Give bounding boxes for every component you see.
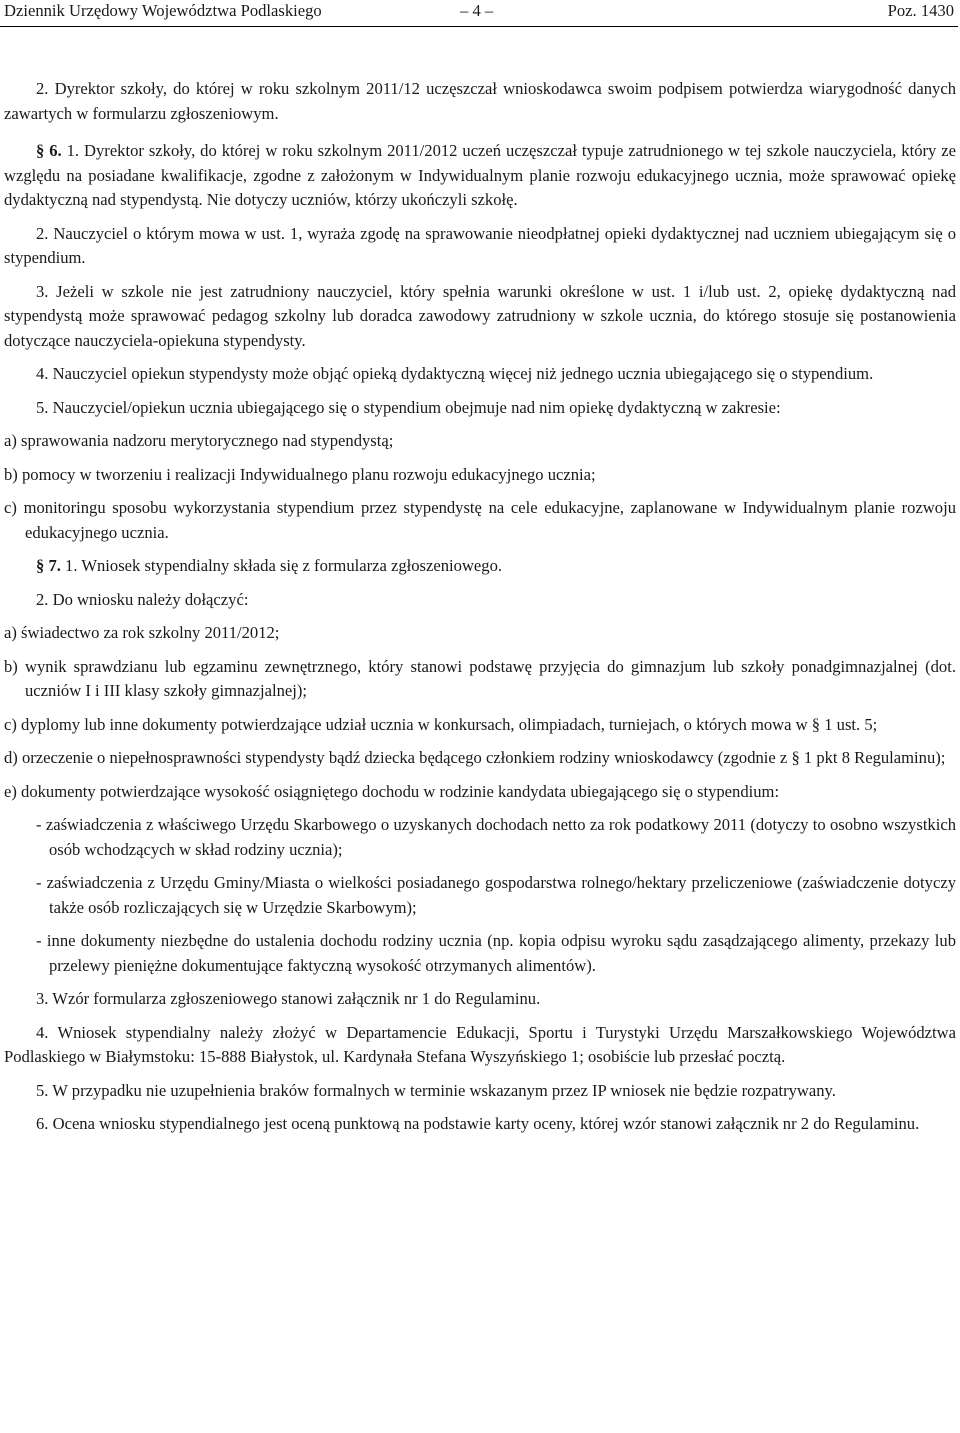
section-6-point-4: 4. Nauczyciel opiekun stypendysty może objąć opieką dydaktyczną więcej niż jednego ucznia ubiegającego się o stypendium. [36,364,874,383]
section-6-item-b: b) pomocy w tworzeniu i realizacji Indywidualnego planu rozwoju edukacyjnego ucznia; [4,464,596,484]
page-header [0,0,958,27]
section-7-item-c: c) dyplomy lub inne dokumenty potwierdzające udział ucznia w konkursach, olimpiadach, turniejach, o których mowa w § 1 ust. 5; [4,714,878,734]
section-7-point-6: 6. Ocena wniosku stypendialnego jest oceną punktową na podstawie karty oceny, której wzór stanowi załącznik nr 2 do Regulaminu. [36,1114,920,1133]
page-number: – 4 – [460,1,494,20]
section-7-point-2: 2. Do wniosku należy dołączyć: [36,589,249,609]
section-7-point-4: 4. Wniosek stypendialny należy złożyć w Departamencie Edukacji, Sportu i Turystyki Urzędu Marszałkowskiego Województwa Podlaskiego w Białymstoku: 15-888 Białystok, ul. Kardynała Stefana Wyszyńskiego 1; osobiście lub przesłać pocztą. [4,1022,956,1066]
section-6-point-1 [4,139,956,213]
section-6-text-1: 1. Dyrektor szkoły, do której w roku szkolnym 2011/2012 uczeń uczęszczał typuje zatrudnionego w tej szkole nauczyciela, który ze względu na posiadane kwalifikacje, zgodne z założonym w Indywidualnym planie rozwoju edukacyjnego ucznia, może sprawować opiekę dydaktyczną nad stypendystą. Nie dotyczy uczniów, którzy ukończyli szkołę. [4,141,956,209]
journal-title: Dziennik Urzędowy Województwa Podlaskiego [4,1,322,20]
section-7-label: § 7. [36,556,61,575]
section-7-text-1: 1. Wniosek stypendialny składa się z formularza zgłoszeniowego. [65,556,503,575]
section-7-item-e: e) dokumenty potwierdzające wysokość osiągniętego dochodu w rodzinie kandydata ubiegającego się o stypendium: [4,781,780,801]
document-body [4,77,956,1137]
item-number: Poz. 1430 [887,1,954,20]
section-7-subitem-1: - zaświadczenia z właściwego Urzędu Skarbowego o uzyskanych dochodach netto za rok podatkowy 2011 (dotyczy to osobno wszystkich osób wchodzących w skład rodziny ucznia); [36,815,956,859]
section-7-subitem-2: - zaświadczenia z Urzędu Gminy/Miasta o wielkości posiadanego gospodarstwa rolnego/hektary przeliczeniowe (zaświadczenie dotyczy także osób rozliczających się w Urzędzie Skarbowym); [36,873,956,917]
section-7-item-a: a) świadectwo za rok szkolny 2011/2012; [4,623,280,642]
section-6-point-5: 5. Nauczyciel/opiekun ucznia ubiegającego się o stypendium obejmuje nad nim opiekę dydaktyczną w zakresie: [36,397,781,417]
section-6-point-2: 2. Nauczyciel o którym mowa w ust. 1, wyraża zgodę na sprawowanie nieodpłatnej opieki dydaktycznej nad uczniem ubiegającym się o stypendium. [4,223,956,267]
section-6-label: § 6. [36,141,62,160]
section-7-subitem-3: - inne dokumenty niezbędne do ustalenia dochodu rodziny ucznia (np. kopia odpisu wyroku sądu zasądzającego alimenty, przekazy lub przelewy pieniężne dokumentujące faktyczną wysokość otrzymanych alimentów). [36,931,956,975]
section-7-point-1 [4,554,956,579]
paragraph-5-2: 2. Dyrektor szkoły, do której w roku szkolnym 2011/12 uczęszczał wnioskodawca swoim podpisem potwierdza wiarygodność danych zawartych w formularzu zgłoszeniowym. [4,79,956,123]
section-6-point-3: 3. Jeżeli w szkole nie jest zatrudniony nauczyciel, który spełnia warunki określone w ust. 1 i/lub ust. 2, opiekę dydaktyczną nad stypendystą może sprawować pedagog szkolny lub doradca zawodowy zatrudniony w szkole ucznia, do którego stosuje się postanowienia dotyczące nauczyciela-opiekuna stypendysty. [4,281,956,350]
section-6-item-a: a) sprawowania nadzoru merytorycznego nad stypendystą; [4,431,394,450]
section-7-point-3: 3. Wzór formularza zgłoszeniowego stanowi załącznik nr 1 do Regulaminu. [36,989,541,1008]
section-6-item-c: c) monitoringu sposobu wykorzystania stypendium przez stypendystę na cele edukacyjne, zaplanowane w Indywidualnym planie rozwoju edukacyjnego ucznia. [4,498,956,542]
section-7-point-5: 5. W przypadku nie uzupełnienia braków formalnych w terminie wskazanym przez IP wniosek nie będzie rozpatrywany. [36,1080,836,1100]
section-7-item-b: b) wynik sprawdzianu lub egzaminu zewnętrznego, który stanowi podstawę przyjęcia do gimnazjum lub szkoły ponadgimnazjalnej (dot. uczniów I i III klasy szkoły gimnazjalnej); [4,656,956,700]
section-7-item-d: d) orzeczenie o niepełnosprawności stypendysty bądź dziecka będącego członkiem rodziny wnioskodawcy (zgodnie z § 1 pkt 8 Regulaminu); [4,748,946,767]
